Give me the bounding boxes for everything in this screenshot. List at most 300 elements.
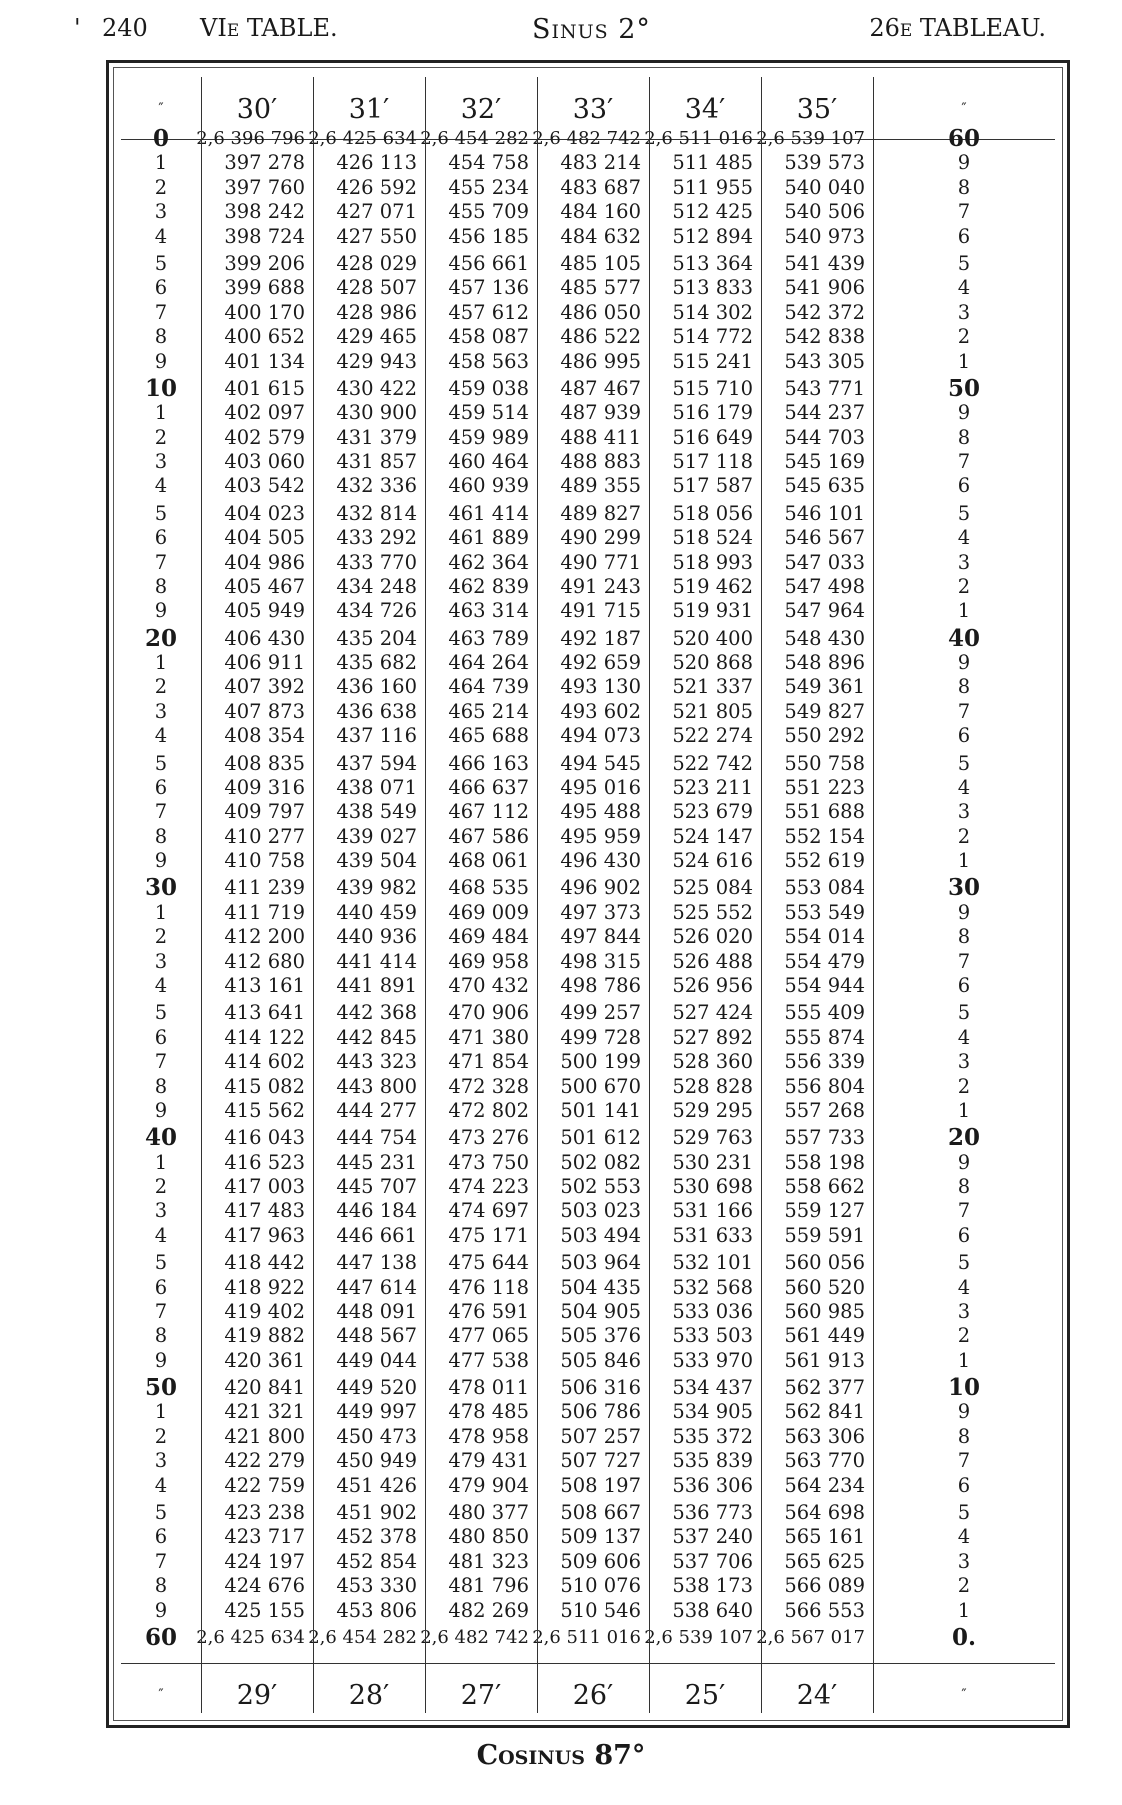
second-right: 1 [957,1348,971,1372]
table-cell: 482 269 [448,1598,529,1622]
table-cell: 500 199 [560,1050,641,1074]
table-cell: 531 166 [672,1199,753,1223]
table-cell: 558 662 [784,1175,865,1198]
second-right: 20 [947,1124,980,1152]
table-cell: 501 141 [560,1098,641,1122]
table-cell: 457 612 [448,300,529,324]
second-left: 30 [144,874,177,902]
table-cell: 419 402 [224,1299,305,1323]
table-cell: 413 641 [224,1001,305,1025]
table-cell: 553 549 [784,900,865,924]
second-left: 2 [154,425,168,449]
table-cell: 540 973 [784,224,865,248]
table-cell: 487 467 [560,376,641,400]
second-right: 3 [957,1050,971,1074]
table-cell: 468 061 [448,849,529,873]
table-cell: 429 943 [336,349,417,373]
table-cell: 534 437 [672,1376,753,1399]
table-cell: 477 538 [448,1348,529,1372]
table-cell: 565 161 [784,1525,865,1549]
table-row [109,200,1067,224]
table-cell: 471 380 [448,1025,529,1049]
second-left: 9 [154,1348,168,1372]
table-cell: 467 586 [448,824,529,848]
table-cell: 515 241 [672,349,753,373]
column-heading-4: 33′ [572,93,614,125]
table-cell: 566 553 [784,1598,865,1622]
table-cell: 439 027 [336,824,417,848]
second-right: 1 [957,849,971,873]
table-cell: 526 956 [672,974,753,997]
table-cell: 532 568 [672,1275,753,1299]
table-cell: 452 854 [336,1549,417,1573]
second-left: 9 [154,1098,168,1122]
second-right: 7 [957,699,971,723]
second-left: 8 [154,1074,168,1098]
table-cell: 520 868 [672,651,753,674]
table-row [109,752,1067,776]
table-cell: 405 467 [224,574,305,598]
table-cell: 491 715 [560,599,641,623]
table-cell: 563 770 [784,1449,865,1473]
table-cell: 428 507 [336,276,417,300]
table-cell: 524 616 [672,849,753,873]
second-right: 4 [957,526,971,550]
table-cell: 404 505 [224,526,305,550]
second-left: 4 [154,724,168,748]
second-left: 8 [154,1574,168,1598]
table-cell: 421 800 [224,1424,305,1448]
table-cell: 526 020 [672,925,753,949]
table-cell: 499 728 [560,1025,641,1049]
table-cell: 447 614 [336,1275,417,1299]
table-row [109,127,1067,151]
table-row [109,374,1067,402]
table-cell: 430 900 [336,401,417,425]
table-cell: 479 431 [448,1449,529,1473]
table-cell: 488 883 [560,450,641,473]
table-cell: 422 759 [224,1473,305,1497]
second-left: 4 [154,474,168,498]
second-right: 8 [957,1175,971,1198]
table-cell: 423 717 [224,1525,305,1549]
table-cell: 414 602 [224,1050,305,1074]
column-heading-5: 34′ [684,93,726,125]
table-row [109,1050,1067,1074]
table-cell: 401 134 [224,349,305,373]
table-cell: 432 814 [336,501,417,525]
table-cell: 563 306 [784,1424,865,1448]
table-cell: 459 038 [448,376,529,400]
table-row [109,849,1067,873]
table-cell: 456 661 [448,251,529,275]
table-cell: 2,6 425 634 [196,1626,305,1648]
table-cell: 449 044 [336,1348,417,1372]
sine-table [106,60,1070,1728]
table-cell: 490 771 [560,550,641,574]
table-row [109,450,1067,474]
second-right: 3 [957,550,971,574]
table-cell: 445 231 [336,1150,417,1174]
table-cell: 459 989 [448,425,529,449]
table-cell: 504 435 [560,1275,641,1299]
table-cell: 407 873 [224,699,305,723]
second-right: 2 [957,824,971,848]
second-right: 2 [957,325,971,349]
second-right: 2 [957,1074,971,1098]
table-cell: 478 011 [448,1376,529,1399]
table-cell: 533 503 [672,1324,753,1348]
second-right: 6 [957,724,971,748]
table-cell: 547 498 [784,574,865,598]
second-right: 2 [957,1324,971,1348]
table-cell: 474 223 [448,1175,529,1198]
table-cell: 402 579 [224,425,305,449]
table-row [109,1026,1067,1050]
table-cell: 486 522 [560,325,641,349]
table-cell: 503 494 [560,1223,641,1247]
table-cell: 455 709 [448,200,529,224]
table-cell: 436 160 [336,675,417,699]
table-cell: 405 949 [224,599,305,623]
table-cell: 478 958 [448,1424,529,1448]
column-footing-6: 24′ [796,1679,838,1711]
table-cell: 507 257 [560,1424,641,1448]
second-right: 4 [957,1025,971,1049]
table-cell: 466 637 [448,775,529,799]
header-rule [121,139,1055,140]
table-cell: 458 087 [448,325,529,349]
second-right: 7 [957,1449,971,1473]
table-cell: 409 797 [224,800,305,824]
table-cell: 516 179 [672,401,753,425]
table-row [109,1574,1067,1598]
table-cell: 494 545 [560,751,641,775]
second-right: 5 [957,751,971,775]
table-cell: 489 827 [560,501,641,525]
second-right: 60 [947,125,980,152]
table-cell: 426 113 [336,151,417,175]
table-row [109,675,1067,699]
table-cell: 559 127 [784,1199,865,1223]
second-right: 5 [957,251,971,275]
table-cell: 519 462 [672,574,753,598]
second-left: 6 [154,775,168,799]
table-cell: 493 130 [560,675,641,699]
table-row [109,1376,1067,1400]
table-cell: 530 231 [672,1150,753,1174]
table-cell: 420 841 [224,1376,305,1399]
second-left: 20 [144,624,177,652]
table-cell: 505 846 [560,1348,641,1372]
second-left: 3 [154,200,168,224]
second-right: 9 [957,1400,971,1424]
table-cell: 467 112 [448,800,529,824]
second-left: 2 [154,175,168,199]
table-cell: 400 170 [224,300,305,324]
table-cell: 518 524 [672,526,753,550]
table-cell: 406 430 [224,626,305,650]
table-cell: 454 758 [448,151,529,175]
table-cell: 513 364 [672,251,753,275]
table-cell: 413 161 [224,974,305,997]
table-cell: 441 414 [336,949,417,973]
second-right: 30 [947,874,980,902]
table-cell: 497 844 [560,925,641,949]
table-cell: 483 214 [560,151,641,175]
table-cell: 534 905 [672,1400,753,1424]
table-cell: 505 376 [560,1324,641,1348]
table-row [109,252,1067,276]
table-cell: 555 874 [784,1025,865,1049]
second-right: 7 [957,200,971,224]
table-cell: 445 707 [336,1175,417,1198]
table-row [109,876,1067,900]
table-cell: 554 014 [784,925,865,949]
table-row [109,551,1067,575]
second-left: 5 [154,251,168,275]
table-cell: 491 243 [560,574,641,598]
table-cell: 531 633 [672,1223,753,1247]
page-header [0,8,1122,48]
table-row [109,1501,1067,1525]
second-right: 4 [957,1525,971,1549]
table-cell: 411 239 [224,876,305,900]
table-cell: 533 970 [672,1348,753,1372]
table-cell: 464 739 [448,675,529,699]
table-cell: 459 514 [448,401,529,425]
table-cell: 489 355 [560,474,641,498]
second-left: 8 [154,1324,168,1348]
table-row [109,1550,1067,1574]
table-cell: 425 155 [224,1598,305,1622]
table-cell: 2,6 425 634 [308,128,417,149]
table-cell: 560 985 [784,1299,865,1323]
table-row [109,1099,1067,1123]
table-row [109,1425,1067,1449]
table-cell: 428 986 [336,300,417,324]
table-row [109,401,1067,425]
table-cell: 480 850 [448,1525,529,1549]
second-left: 9 [154,349,168,373]
table-cell: 536 306 [672,1473,753,1497]
column-divider [313,77,314,1713]
table-cell: 465 214 [448,699,529,723]
table-cell: 474 697 [448,1199,529,1223]
second-right: 5 [957,1001,971,1025]
table-cell: 500 670 [560,1074,641,1098]
table-cell: 538 640 [672,1598,753,1622]
table-cell: 417 483 [224,1199,305,1223]
table-cell: 418 442 [224,1251,305,1275]
table-cell: 417 963 [224,1223,305,1247]
table-cell: 433 770 [336,550,417,574]
table-cell: 510 546 [560,1598,641,1622]
table-row [109,1151,1067,1175]
table-cell: 453 330 [336,1574,417,1598]
table-cell: 515 710 [672,376,753,400]
table-cell: 473 276 [448,1126,529,1150]
table-cell: 473 750 [448,1150,529,1174]
table-cell: 410 277 [224,824,305,848]
table-cell: 397 760 [224,175,305,199]
table-cell: 556 339 [784,1050,865,1074]
second-right: 9 [957,900,971,924]
table-cell: 540 506 [784,200,865,224]
cosine-title: Cosinus 87° [476,1740,646,1771]
table-cell: 463 314 [448,599,529,623]
table-cell: 415 082 [224,1074,305,1098]
second-right: 6 [957,1473,971,1497]
table-row [109,474,1067,498]
table-cell: 545 635 [784,474,865,498]
table-cell: 538 173 [672,1574,753,1598]
second-left: 5 [154,501,168,525]
table-cell: 423 238 [224,1500,305,1524]
table-cell: 476 591 [448,1299,529,1323]
table-cell: 463 789 [448,626,529,650]
table-cell: 469 009 [448,900,529,924]
second-right: 6 [957,974,971,997]
second-left: 5 [154,1500,168,1524]
table-cell: 487 939 [560,401,641,425]
table-cell: 510 076 [560,1574,641,1598]
table-cell: 450 473 [336,1424,417,1448]
table-row [109,1126,1067,1150]
table-cell: 497 373 [560,900,641,924]
column-divider [537,77,538,1713]
footer-rule [121,1663,1055,1664]
second-left: 5 [154,1251,168,1275]
table-cell: 436 638 [336,699,417,723]
table-cell: 509 137 [560,1525,641,1549]
table-cell: 525 552 [672,900,753,924]
second-left: 3 [154,949,168,973]
table-row [109,1199,1067,1223]
column-footing-3: 27′ [460,1679,502,1711]
table-cell: 553 084 [784,876,865,900]
second-left: 1 [154,900,168,924]
table-cell: 475 644 [448,1251,529,1275]
table-row [109,974,1067,998]
table-cell: 2,6 539 107 [644,1626,753,1648]
table-cell: 535 372 [672,1424,753,1448]
table-cell: 550 758 [784,751,865,775]
table-cell: 442 368 [336,1001,417,1025]
second-left: 4 [154,1223,168,1247]
table-cell: 426 592 [336,175,417,199]
table-cell: 484 160 [560,200,641,224]
second-left: 9 [154,849,168,873]
table-cell: 498 786 [560,974,641,997]
second-left: 3 [154,699,168,723]
page-title: Sinus 2° [532,14,651,45]
table-cell: 404 023 [224,501,305,525]
second-left: 7 [154,800,168,824]
table-row [109,1623,1067,1651]
table-cell: 522 742 [672,751,753,775]
table-row [109,1276,1067,1300]
second-left: 3 [154,450,168,473]
table-cell: 440 459 [336,900,417,924]
second-left: 60 [144,1623,177,1651]
table-cell: 407 392 [224,675,305,699]
table-cell: 508 667 [560,1500,641,1524]
second-right: 8 [957,675,971,699]
table-cell: 441 891 [336,974,417,997]
table-cell: 468 535 [448,876,529,900]
table-cell: 495 016 [560,775,641,799]
table-cell: 520 400 [672,626,753,650]
table-cell: 486 995 [560,349,641,373]
second-left: 7 [154,1549,168,1573]
table-cell: 481 323 [448,1549,529,1573]
table-cell: 400 652 [224,325,305,349]
table-cell: 462 364 [448,550,529,574]
table-cell: 502 082 [560,1150,641,1174]
table-cell: 560 056 [784,1251,865,1275]
second-left: 7 [154,550,168,574]
table-cell: 493 602 [560,699,641,723]
table-cell: 496 430 [560,849,641,873]
table-cell: 399 688 [224,276,305,300]
second-left: 2 [154,675,168,699]
table-cell: 457 136 [448,276,529,300]
column-footing-5: 25′ [684,1679,726,1711]
table-cell: 552 154 [784,824,865,848]
second-left: 1 [154,651,168,674]
table-cell: 536 773 [672,1500,753,1524]
table-cell: 551 688 [784,800,865,824]
table-cell: 466 163 [448,751,529,775]
second-right: 3 [957,1299,971,1323]
table-cell: 548 430 [784,626,865,650]
table-cell: 443 800 [336,1074,417,1098]
table-cell: 450 949 [336,1449,417,1473]
table-cell: 526 488 [672,949,753,973]
table-cell: 412 680 [224,949,305,973]
table-row [109,426,1067,450]
table-cell: 543 305 [784,349,865,373]
table-cell: 472 328 [448,1074,529,1098]
table-cell: 504 905 [560,1299,641,1323]
table-cell: 434 248 [336,574,417,598]
table-row [109,1449,1067,1473]
tableau-label: 26e TABLEAU. [869,14,1046,42]
table-cell: 460 464 [448,450,529,473]
second-right: 9 [957,151,971,175]
table-row [109,1224,1067,1248]
table-cell: 486 050 [560,300,641,324]
table-cell: 418 922 [224,1275,305,1299]
table-cell: 542 372 [784,300,865,324]
second-left: 8 [154,325,168,349]
table-cell: 532 101 [672,1251,753,1275]
table-row [109,225,1067,249]
table-cell: 403 060 [224,450,305,473]
table-cell: 432 336 [336,474,417,498]
table-cell: 428 029 [336,251,417,275]
table-cell: 541 906 [784,276,865,300]
table-cell: 435 204 [336,626,417,650]
second-left: 2 [154,1424,168,1448]
table-cell: 416 523 [224,1150,305,1174]
table-row [109,350,1067,374]
table-cell: 503 964 [560,1251,641,1275]
table-cell: 529 763 [672,1126,753,1150]
table-cell: 551 223 [784,775,865,799]
table-cell: 437 594 [336,751,417,775]
